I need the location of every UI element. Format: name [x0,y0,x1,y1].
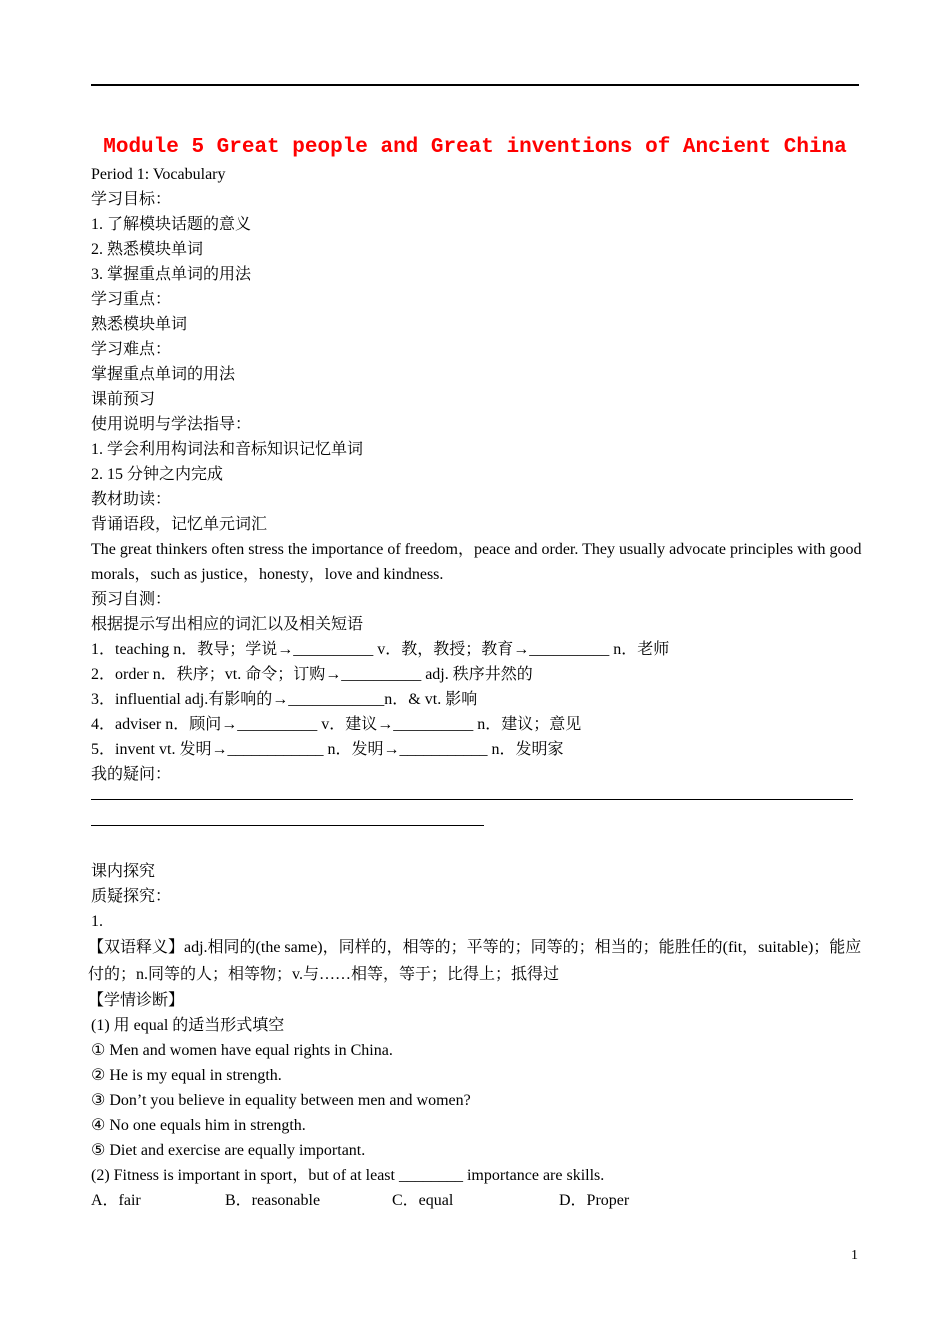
questions-heading: 我的疑问： [91,766,172,783]
option-b: B．reasonable [225,1192,321,1209]
diagnosis-heading: 【学情诊断】 [88,992,185,1009]
option-d: D．Proper [559,1192,630,1209]
item-number: 1. [91,913,103,930]
sentence: ② He is my equal in strength. [91,1067,282,1084]
goal-item: 3. 掌握重点单词的用法 [91,266,252,283]
goals-heading: 学习目标： [91,191,172,208]
selftest-sub: 根据提示写出相应的词汇以及相关短语 [91,616,364,633]
vocab-item: 5．invent vt. 发明→____________ n．发明→___________ n．发明家 [91,741,564,758]
option-c: C．equal [392,1192,454,1209]
inquiry-heading: 质疑探究： [91,888,172,905]
answer-options [91,1188,871,1213]
document-body [88,162,871,1213]
vocab-item: 2．order n．秩序；vt. 命令；订购→__________ adj. 秩序井然的 [91,666,533,683]
difficult-text: 掌握重点单词的用法 [91,366,236,383]
key-heading: 学习重点： [91,291,172,308]
vocab-item: 4．adviser n．顾问→__________ v．建议→__________ n．建议；意见 [91,716,582,733]
vocab-item: 3．influential adj.有影响的→____________n．& vt. 影响 [91,691,478,708]
page-number: 1 [851,1248,858,1263]
selftest-heading: 预习自测： [91,591,172,608]
reading-heading: 教材助读： [91,491,172,508]
sentence: ④ No one equals him in strength. [91,1117,306,1134]
reading-sub: 背诵语段，记忆单元词汇 [91,516,268,533]
reading-paragraph: The great thinkers often stress the importance of freedom，peace and order. They usually advocate principles with good morals，such as justice，honesty，love and kindness. [91,541,862,583]
key-text: 熟悉模块单词 [91,316,188,333]
option-a: A．fair [91,1192,141,1209]
exercise-1: (1) 用 equal 的适当形式填空 [91,1017,285,1034]
instruction-item: 1. 学会利用构词法和音标知识记忆单词 [91,441,364,458]
bilingual-definition: 【双语释义】adj.相同的(the same)，同样的，相等的；平等的；同等的；相当的；能胜任的(fit，suitable)；能应付的；n.同等的人；相等物；v.与……相等，等于；比得上；抵得过 [88,939,862,983]
difficult-heading: 学习难点： [91,341,172,358]
sentence: ① Men and women have equal rights in China. [91,1042,393,1059]
instructions-heading: 使用说明与学法指导： [91,416,252,433]
instruction-item: 2. 15 分钟之内完成 [91,466,224,483]
goal-item: 2. 熟悉模块单词 [91,241,204,258]
preview-heading: 课前预习 [91,391,156,408]
period-label: Period 1: Vocabulary [91,166,226,183]
sentence: ⑤ Diet and exercise are equally important. [91,1142,366,1159]
header-rule [91,84,859,86]
exercise-2: (2) Fitness is important in sport，but of at least ________ importance are skills. [91,1167,605,1184]
sentence: ③ Don’t you believe in equality between men and women? [91,1092,471,1109]
vocab-item: 1．teaching n．教导；学说→__________ v．教，教授；教育→__________ n．老师 [91,641,670,658]
goal-item: 1. 了解模块话题的意义 [91,216,252,233]
document-title: Module 5 Great people and Great inventions of Ancient China [103,136,847,159]
explore-heading: 课内探究 [91,863,156,880]
